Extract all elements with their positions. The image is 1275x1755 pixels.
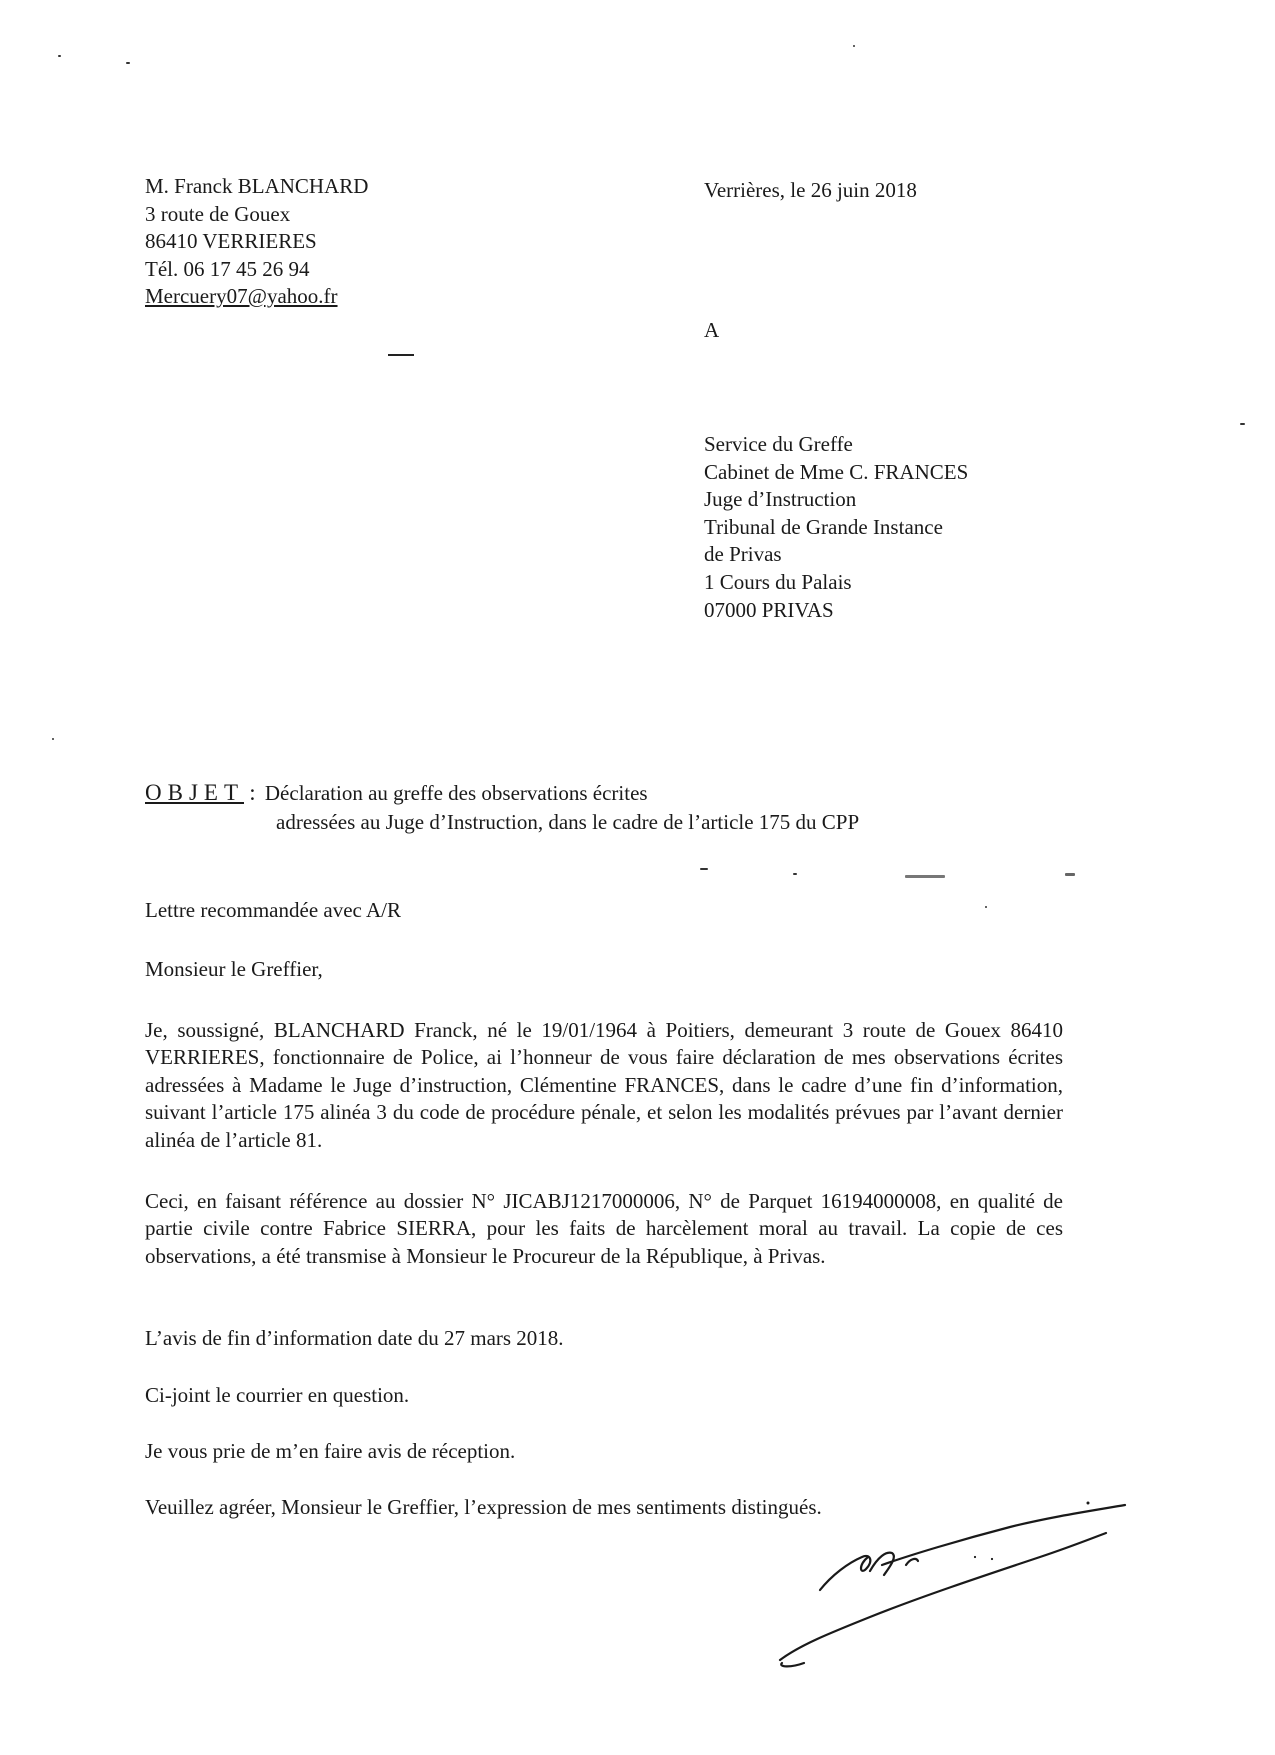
greeting: Monsieur le Greffier, — [145, 957, 323, 981]
subject-separator: : — [249, 780, 256, 805]
sender-street: 3 route de Gouex — [145, 201, 291, 226]
recipient-marker: A — [704, 318, 720, 342]
body-paragraph-declaration: Je, soussigné, BLANCHARD Franck, né le 19/01/1964 à Poitiers, demeurant 3 route de Gouex 86410 VERRIERES, fonctionnaire de Police, ai l’honneur de vous faire déclaration de mes observations écrites adressées à Madame le Juge d’instruction, Clémentine FRANCES, dans le cadre d’une fin d’information, suivant l’article 175 alinéa 3 du code de procédure pénale, et selon les modalités prévues par l’avant dernier alinéa de l’article 81. — [145, 1018, 1063, 1152]
recipient-line: 07000 PRIVAS — [704, 597, 834, 622]
scan-speck — [905, 875, 945, 878]
recipient-line: Tribunal de Grande Instance — [704, 514, 943, 539]
notice-date: L’avis de fin d’information date du 27 mars 2018. — [145, 1326, 564, 1350]
closing-formula: Veuillez agréer, Monsieur le Greffier, l’expression de mes sentiments distingués. — [145, 1495, 822, 1519]
sender-name: M. Franck BLANCHARD — [145, 174, 369, 198]
body-paragraph-reference: Ceci, en faisant référence au dossier N° JICABJ1217000006, N° de Parquet 16194000008, en qualité de partie civile contre Fabrice SIERRA, pour les faits de harcèlement moral au travail. La copie de ces observations, a été transmise à Monsieur le Procureur de la République, à Privas. — [145, 1189, 1063, 1268]
scan-speck — [853, 45, 855, 47]
scan-speck — [700, 868, 708, 870]
recipient-line: Cabinet de Mme C. FRANCES — [704, 459, 969, 484]
sender-city: 86410 VERRIERES — [145, 229, 317, 253]
scan-speck — [1065, 873, 1075, 876]
subject-line-2: adressées au Juge d’Instruction, dans le cadre de l’article 175 du CPP — [276, 810, 860, 834]
delivery-note: Lettre recommandée avec A/R — [145, 898, 401, 922]
recipient-line: Juge d’Instruction — [704, 487, 857, 512]
sender-address-block — [145, 173, 368, 311]
scan-speck — [52, 738, 54, 740]
sender-phone: Tél. 06 17 45 26 94 — [145, 256, 310, 281]
scan-speck — [793, 873, 797, 875]
letter-date: Verrières, le 26 juin 2018 — [704, 178, 917, 202]
attachment-note: Ci-joint le courrier en question. — [145, 1383, 410, 1407]
recipient-line: de Privas — [704, 542, 782, 567]
subject-label: OBJET — [145, 780, 244, 805]
subject-line-1: Déclaration au greffe des observations écrites — [264, 781, 648, 805]
scan-speck — [1240, 423, 1245, 425]
recipient-line: Service du Greffe — [704, 432, 853, 456]
recipient-address-block — [704, 431, 968, 624]
recipient-line: 1 Cours du Palais — [704, 569, 852, 594]
divider-dash — [388, 354, 414, 356]
scan-speck — [58, 55, 61, 57]
sender-email: Mercuery07@yahoo.fr — [145, 284, 338, 308]
scan-speck — [126, 62, 130, 64]
receipt-request: Je vous prie de m’en faire avis de réception. — [145, 1439, 516, 1463]
subject-block — [145, 780, 860, 834]
handwritten-signature — [770, 1495, 1130, 1675]
